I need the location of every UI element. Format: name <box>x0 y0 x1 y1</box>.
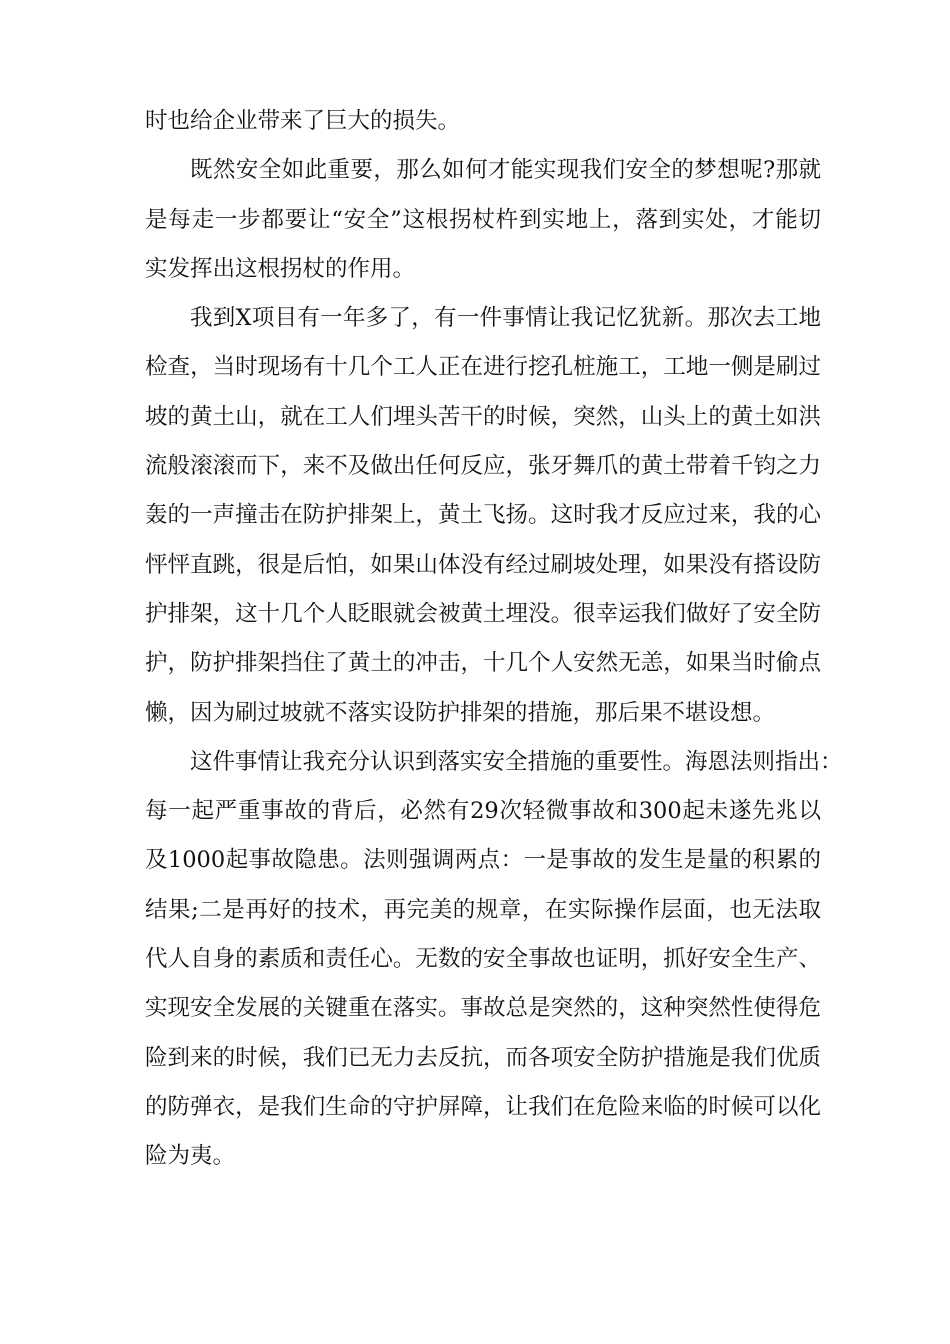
text-line: 流般滚滚而下，来不及做出任何反应，张牙舞爪的黄土带着千钧之力 <box>145 453 821 480</box>
text-line: 实现安全发展的关键重在落实。事故总是突然的，这种突然性使得危 <box>145 995 821 1022</box>
text-line: 这件事情让我充分认识到落实安全措施的重要性。海恩法则指出： <box>190 748 843 775</box>
text-line: 险为夷。 <box>145 1143 236 1170</box>
text-line: 时也给企业带来了巨大的损失。 <box>145 108 461 134</box>
text-line: 结果;二是再好的技术，再完美的规章，在实际操作层面，也无法取 <box>145 896 821 923</box>
text-line: 轰的一声撞击在防护排架上，黄土飞扬。这时我才反应过来，我的心 <box>145 502 821 529</box>
text-line: 检查，当时现场有十几个工人正在进行挖孔桩施工，工地一侧是刷过 <box>145 354 821 381</box>
text-line: 怦怦直跳，很是后怕，如果山体没有经过刷坡处理，如果没有搭设防 <box>145 551 821 578</box>
text-line: 代人自身的素质和责任心。无数的安全事故也证明，抓好安全生产、 <box>145 946 821 973</box>
text-line: 是每走一步都要让“安全”这根拐杖杵到实地上，落到实处，才能切 <box>145 206 821 233</box>
text-line: 懒，因为刷过坡就不落实设防护排架的措施，那后果不堪设想。 <box>145 699 776 726</box>
text-line: 护排架，这十几个人眨眼就会被黄土埋没。很幸运我们做好了安全防 <box>145 600 821 627</box>
text-line: 及1000起事故隐患。法则强调两点：一是事故的发生是量的积累的 <box>145 847 821 874</box>
text-line: 我到X项目有一年多了，有一件事情让我记忆犹新。那次去工地 <box>190 305 821 332</box>
text-line: 既然安全如此重要，那么如何才能实现我们安全的梦想呢?那就 <box>190 157 821 184</box>
text-line: 护，防护排架挡住了黄土的冲击，十几个人安然无恙，如果当时偷点 <box>145 650 821 677</box>
text-line: 坡的黄土山，就在工人们埋头苦干的时候，突然，山头上的黄土如洪 <box>145 403 821 430</box>
text-line: 的防弹衣，是我们生命的守护屏障，让我们在危险来临的时候可以化 <box>145 1093 821 1120</box>
text-line: 实发挥出这根拐杖的作用。 <box>145 255 416 282</box>
text-line: 险到来的时候，我们已无力去反抗，而各项安全防护措施是我们优质 <box>145 1044 821 1071</box>
body-text <box>145 97 843 1182</box>
text-line: 每一起严重事故的背后，必然有29次轻微事故和300起未遂先兆以 <box>145 798 821 825</box>
